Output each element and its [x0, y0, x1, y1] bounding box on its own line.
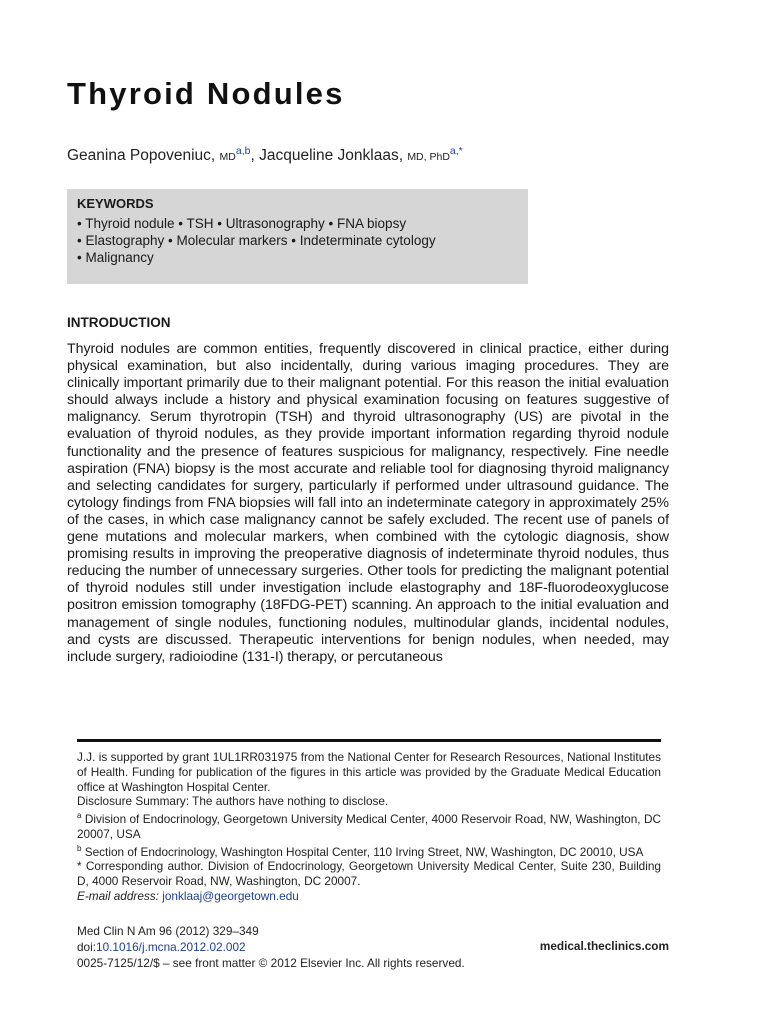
email-line [77, 889, 661, 904]
doi-label: doi: [77, 940, 97, 954]
keywords-line: • Elastography • Molecular markers • Indeterminate cytology [77, 233, 436, 248]
keywords-heading: KEYWORDS [77, 196, 154, 211]
author-name: Geanina Popoveniuc, [67, 147, 216, 165]
keywords-line: • Malignancy [77, 250, 154, 265]
author-line [67, 145, 463, 165]
journal-citation: Med Clin N Am 96 (2012) 329–349 [77, 924, 259, 938]
footnotes [77, 750, 661, 904]
affiliation-text: Section of Endocrinology, Washington Hospital Center, 110 Irving Street, NW, Washington, DC 20010, USA [81, 844, 644, 859]
email-label: E-mail address: [77, 889, 159, 904]
journal-website[interactable]: medical.theclinics.com [539, 939, 669, 953]
article-title: Thyroid Nodules [67, 76, 345, 111]
affiliation-marker[interactable]: a,b [235, 145, 251, 157]
introduction-paragraph: Thyroid nodules are common entities, frequently discovered in clinical practice, either during physical examination, but also incidentally, during various imaging procedures. They are clinically important primarily due to their malignant potential. For this reason the initial evaluation should always include a history and physical examination focusing on features suggestive of malignancy. Serum thyrotropin (TSH) and thyroid ultrasonography (US) are pivotal in the evaluation of thyroid nodules, as they provide important information regarding thyroid nodule functionality and the presence of features suspicious for malignancy, respectively. Fine needle aspiration (FNA) biopsy is the most accurate and reliable tool for diagnosing thyroid malignancy and selecting candidates for surgery, particularly if performed under ultrasound guidance. The cytology findings from FNA biopsies will fall into an indeterminate category in approximately 25% of the cases, in which case malignancy cannot be safely excluded. The recent use of panels of gene mutations and molecular markers, when combined with the cytologic diagnosis, show promising results in improving the preoperative diagnosis of indeterminate thyroid nodules, thus reducing the number of unnecessary surgeries. Other tools for predicting the malignant potential of thyroid nodules still under investigation include elastography and 18F-fluorodeoxyglucose positron emission tomography (18FDG-PET) scanning. An approach to the initial evaluation and management of single nodules, functioning nodules, multinodular glands, incidental nodules, and cysts are discussed. Therapeutic interventions for benign nodules, when needed, may include surgery, radioiodine (131-I) therapy, or percutaneous [67, 341, 669, 665]
email-link[interactable]: jonklaaj@georgetown.edu [162, 889, 299, 904]
affiliation-text: Division of Endocrinology, Georgetown University Medical Center, 4000 Reservoir Road, NW, Washington, DC 20007, USA [77, 812, 661, 841]
funding-note: J.J. is supported by grant 1UL1RR031975 from the National Center for Research Resources, National Institutes of Health. Funding for publication of the figures in this article was provided by the Graduate Medical Education office at Washington Hospital Center. [77, 750, 661, 794]
footnote-divider [77, 739, 661, 742]
section-heading: INTRODUCTION [67, 315, 171, 330]
keywords-box [67, 189, 528, 284]
affiliation-b [77, 842, 661, 860]
author-name: , Jacqueline Jonklaas, [250, 147, 403, 165]
corresponding-author: * Corresponding author. Division of Endocrinology, Georgetown University Medical Center, Suite 230, Building D, 4000 Reservoir Road, NW, Washington, DC 20007. [77, 859, 661, 889]
author-degree: MD, PhD [407, 151, 450, 164]
affiliation-mark: a [77, 811, 82, 821]
keywords-line: • Thyroid nodule • TSH • Ultrasonography • FNA biopsy [77, 216, 407, 231]
copyright-line: 0025-7125/12/$ – see front matter © 2012 Elsevier Inc. All rights reserved. [77, 956, 465, 970]
author-degree: MD [219, 151, 236, 164]
disclosure-note: Disclosure Summary: The authors have nothing to disclose. [77, 794, 389, 809]
affiliation-mark: b [77, 843, 82, 853]
doi-link[interactable]: 10.1016/j.mcna.2012.02.002 [96, 940, 246, 954]
affiliation-a [77, 809, 661, 842]
affiliation-marker[interactable]: a,* [449, 145, 463, 157]
